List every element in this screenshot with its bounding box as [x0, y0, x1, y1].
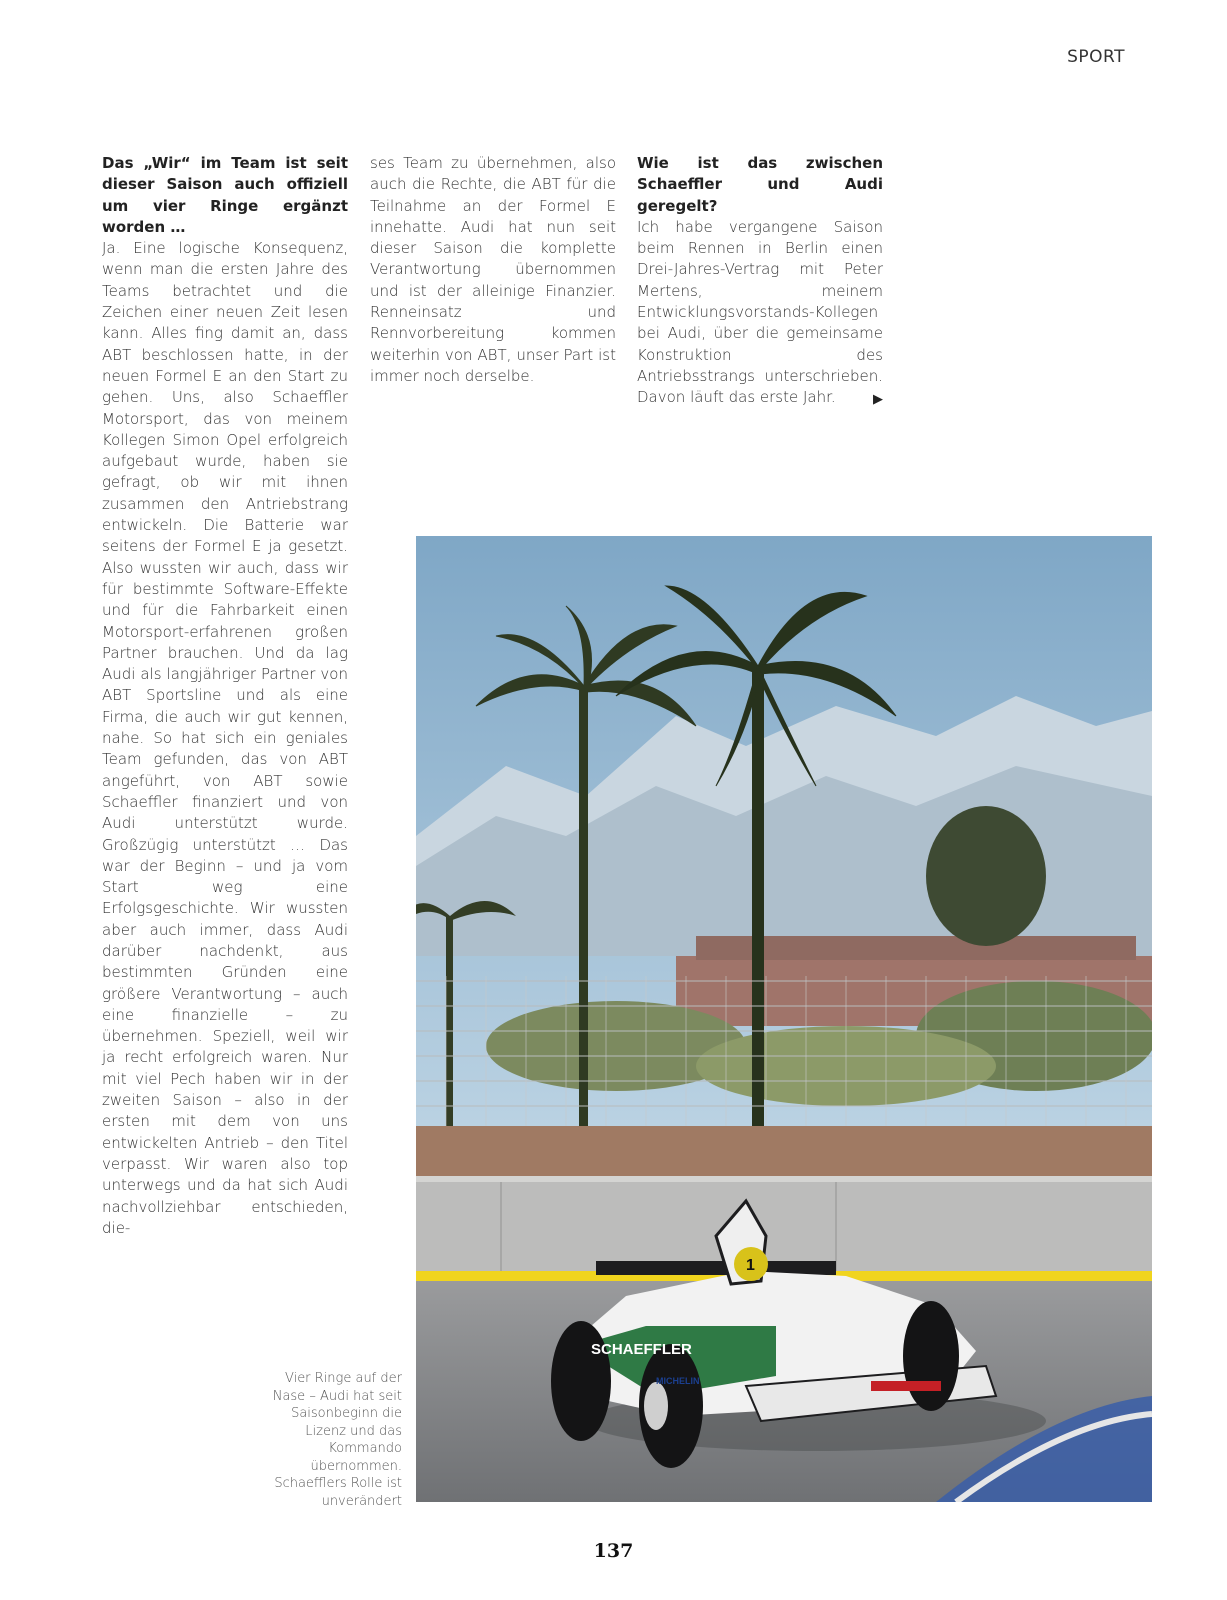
interview-answer-continued: ses Team zu übernehmen, also auch die Rechte, die ABT für die Teilnahme an der Formel E innehatte. Audi hat nun seit dieser Saison die komplette Verantwortung übernommen und ist der alleinige Finanzier. Renneinsatz und Rennvorbereitung kommen weiterhin von ABT, unser Part ist immer noch derselbe.: [370, 154, 616, 385]
page-number: 137: [593, 1540, 634, 1562]
interview-question: Wie ist das zwischen Schaeffler und Audi geregelt?: [637, 154, 883, 215]
car-livery-text: SCHAEFFLER: [591, 1341, 692, 1358]
race-car-photo: [416, 536, 1152, 1502]
interview-answer: Ja. Eine logische Konsequenz, wenn man die ersten Jahre des Teams betrachtet und die Zeichen einer neuen Zeit lesen kann. Alles fing damit an, dass ABT beschlossen hatte, in der neuen Formel E an den Start zu gehen. Uns, also Schaeffler Motorsport, das von meinem Kollegen Simon Opel erfolgreich aufgebaut wurde, haben sie gefragt, ob wir mit ihnen zusammen den Antriebstrang entwickeln. Die Batterie war seitens der Formel E ja gesetzt. Also wussten wir auch, dass wir für bestimmte Software-Effekte und für die Fahrbarkeit einen Motorsport-erfahrenen großen Partner brauchen. Und da lag Audi als langjähriger Partner von ABT Sportsline und als eine Firma, die auch wir gut kennen, nahe. So hat sich ein geniales Team gefunden, das von ABT angeführt, von ABT sowie Schaeffler finanziert und von Audi unterstützt wurde. Großzügig unterstützt … Das war der Beginn – und ja vom Start weg eine Erfolgsgeschichte. Wir wussten aber auch immer, dass Audi darüber nachdenkt, aus bestimmten Gründen eine größere Verantwortung – auch eine finanzielle – zu übernehmen. Speziell, weil wir ja recht erfolgreich waren. Nur mit viel Pech haben wir in der zweiten Saison – also in der ersten mit dem von uns entwickelten Antrieb – den Titel verpasst. Wir waren also top unterwegs und da hat sich Audi nachvollziehbar entschieden, die-: [102, 239, 348, 1237]
photo-caption: Vier Ringe auf der Nase – Audi hat seit Saisonbeginn die Lizenz und das Kommando übernommen. Schaefflers Rolle ist unverändert: [272, 1371, 402, 1509]
concrete-wall: [416, 1176, 1152, 1271]
sponsor-logo-text: MICHELIN: [656, 1376, 700, 1386]
article-column-3: [637, 153, 883, 411]
answer-text: Ich habe vergangene Saison beim Rennen in Berlin einen Drei-Jahres-Vertrag mit Peter Mertens, meinem Entwicklungsvorstands-Kollegen bei Audi, über die gemeinsame Konstruktion des Antriebsstrangs unterschrieben. Davon läuft das erste Jahr.: [637, 217, 883, 407]
section-label: SPORT: [1067, 47, 1125, 67]
interview-answer: [637, 217, 883, 409]
continue-arrow-icon: ▶: [873, 392, 883, 408]
article-column-1: [102, 153, 348, 1239]
interview-question: Das „Wir“ im Team ist seit dieser Saison auch offiziell um vier Ringe ergänzt worden …: [102, 154, 348, 236]
article-column-2: [370, 153, 616, 387]
car-number: 1: [746, 1257, 755, 1274]
